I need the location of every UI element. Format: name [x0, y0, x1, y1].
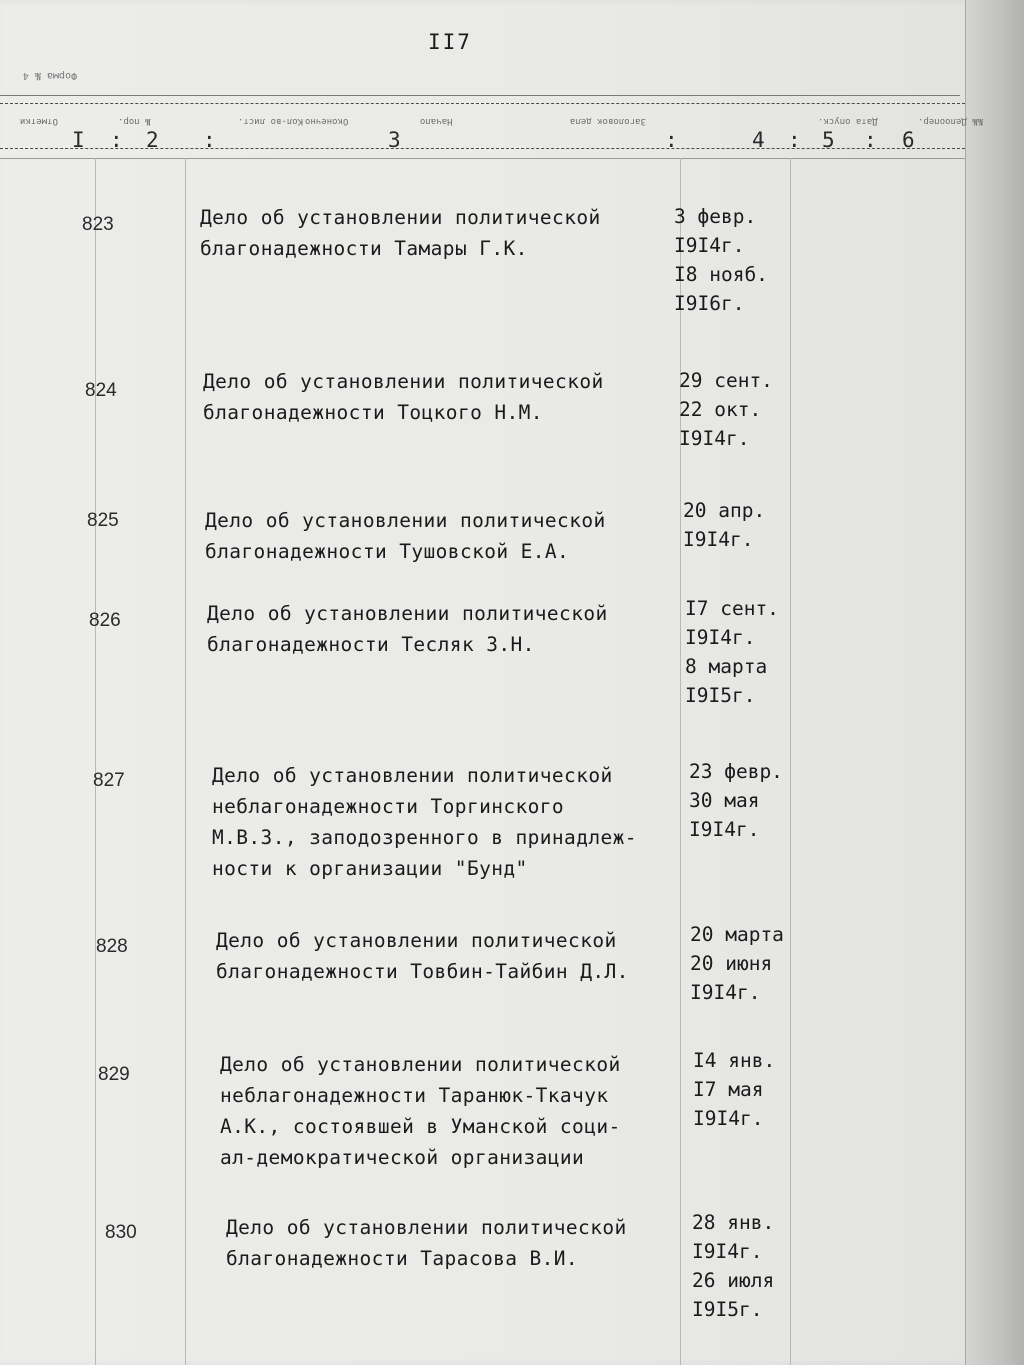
record-description [220, 1049, 621, 1173]
record-number: 825 [87, 510, 119, 531]
header-cell-order: № пор. [118, 116, 151, 126]
record-description-line: Дело об установлении политической [212, 764, 613, 787]
column-line [790, 158, 791, 1365]
record-date-line: I4 янв. [693, 1049, 776, 1072]
header-cell-title: Заголовок дела [570, 116, 646, 126]
record-date-line: 8 марта [685, 655, 768, 678]
record-dates [690, 920, 784, 1007]
record-date-line: 23 февр. [689, 760, 783, 783]
record-dates [683, 496, 765, 554]
record-date-line: 22 окт. [679, 398, 762, 421]
record-date-line: 20 июня [690, 952, 773, 975]
page-number: II7 [428, 30, 472, 54]
record-date-line: 20 апр. [683, 499, 766, 522]
column-line [95, 158, 96, 1365]
record-description-line: А.К., состоявшей в Уманской соци- [220, 1115, 621, 1138]
record-description-line: М.В.З., заподозренного в принадлеж- [212, 826, 637, 849]
column-number-3: 3 [388, 128, 401, 152]
column-separator: : [864, 128, 877, 152]
record-number: 824 [85, 380, 117, 401]
record-date-line: 30 мая [689, 789, 760, 812]
record-date-line: 3 февр. [674, 205, 757, 228]
record-number: 826 [89, 610, 121, 631]
record-number: 823 [82, 214, 114, 235]
record-date-line: I8 нояб. [674, 263, 768, 286]
record-number: 829 [98, 1064, 130, 1085]
header-rule-bottom [0, 158, 965, 159]
record-description-line: благонадежности Товбин-Тайбин Д.Л. [216, 960, 629, 983]
record-date-line: I9I4г. [690, 981, 761, 1004]
record-description-line: ал-демократической организации [220, 1146, 585, 1169]
record-date-line: I9I6г. [674, 292, 745, 315]
record-number: 827 [93, 770, 125, 791]
record-date-line: I9I5г. [685, 684, 756, 707]
record-date-line: I9I4г. [674, 234, 745, 257]
record-description [203, 366, 604, 428]
record-description-line: Дело об установлении политической [220, 1053, 621, 1076]
record-dates [679, 366, 773, 453]
record-dates [689, 757, 783, 844]
column-separator: : [203, 128, 216, 152]
record-description-line: благонадежности Тамары Г.К. [200, 237, 528, 260]
header-cell-date: Дата опуск. [818, 116, 878, 126]
header-rule-dashed-top [0, 103, 965, 104]
record-number: 828 [96, 936, 128, 957]
record-description [212, 760, 637, 884]
record-date-line: I7 мая [693, 1078, 764, 1101]
column-number-1: I [72, 128, 85, 152]
underlying-page-edge [965, 0, 1024, 1365]
header-cell-case-number: №№ Делоопер. [918, 116, 984, 126]
column-separator: : [665, 128, 678, 152]
record-date-line: I9I5г. [692, 1298, 763, 1321]
column-separator: : [110, 128, 123, 152]
header-cell-notes: Отметки [20, 116, 58, 126]
header-cell-sheet-count: Кол-во лист. [238, 116, 304, 126]
record-date-line: I9I4г. [683, 528, 754, 551]
record-date-line: I9I4г. [685, 626, 756, 649]
record-description [205, 505, 606, 567]
record-date-line: I9I4г. [692, 1240, 763, 1263]
record-dates [693, 1046, 775, 1133]
column-number-6: 6 [902, 128, 915, 152]
column-number-5: 5 [822, 128, 835, 152]
column-number-4: 4 [752, 128, 765, 152]
record-description-line: Дело об установлении политической [205, 509, 606, 532]
record-date-line: 26 июля [692, 1269, 775, 1292]
record-date-line: I9I4г. [693, 1107, 764, 1130]
column-separator: : [788, 128, 801, 152]
record-description [207, 598, 608, 660]
form-label: Форма № 4 [22, 70, 78, 81]
record-description-line: благонадежности Тесляк З.Н. [207, 633, 535, 656]
record-number: 830 [105, 1222, 137, 1243]
header-rule-top [0, 95, 960, 96]
record-date-line: I9I4г. [679, 427, 750, 450]
record-date-line: 28 янв. [692, 1211, 775, 1234]
record-date-line: I7 сент. [685, 597, 779, 620]
record-dates [674, 202, 768, 318]
record-description-line: благонадежности Тушовской Е.А. [205, 540, 570, 563]
header-cell-end: Оконечно [305, 116, 349, 126]
record-date-line: I9I4г. [689, 818, 760, 841]
record-description-line: неблагонадежности Таранюк-Ткачук [220, 1084, 609, 1107]
record-description [216, 925, 629, 987]
record-description-line: ности к организации "Бунд" [212, 857, 528, 880]
column-line [185, 158, 186, 1365]
record-date-line: 20 марта [690, 923, 784, 946]
column-line [680, 158, 681, 1365]
record-description-line: Дело об установлении политической [207, 602, 608, 625]
record-description-line: Дело об установлении политической [226, 1216, 627, 1239]
record-description-line: Дело об установлении политической [200, 206, 601, 229]
record-date-line: 29 сент. [679, 369, 773, 392]
record-description [200, 202, 601, 264]
record-description-line: Дело об установлении политической [203, 370, 604, 393]
column-number-2: 2 [146, 128, 159, 152]
header-rule-dashed-bottom [0, 148, 965, 149]
record-description [226, 1212, 627, 1274]
record-description-line: благонадежности Тарасова В.И. [226, 1247, 579, 1270]
record-description-line: благонадежности Тоцкого Н.М. [203, 401, 543, 424]
record-description-line: Дело об установлении политической [216, 929, 617, 952]
record-dates [685, 594, 779, 710]
header-cell-start: Начало [420, 116, 453, 126]
record-description-line: неблагонадежности Торгинского [212, 795, 565, 818]
record-dates [692, 1208, 774, 1324]
